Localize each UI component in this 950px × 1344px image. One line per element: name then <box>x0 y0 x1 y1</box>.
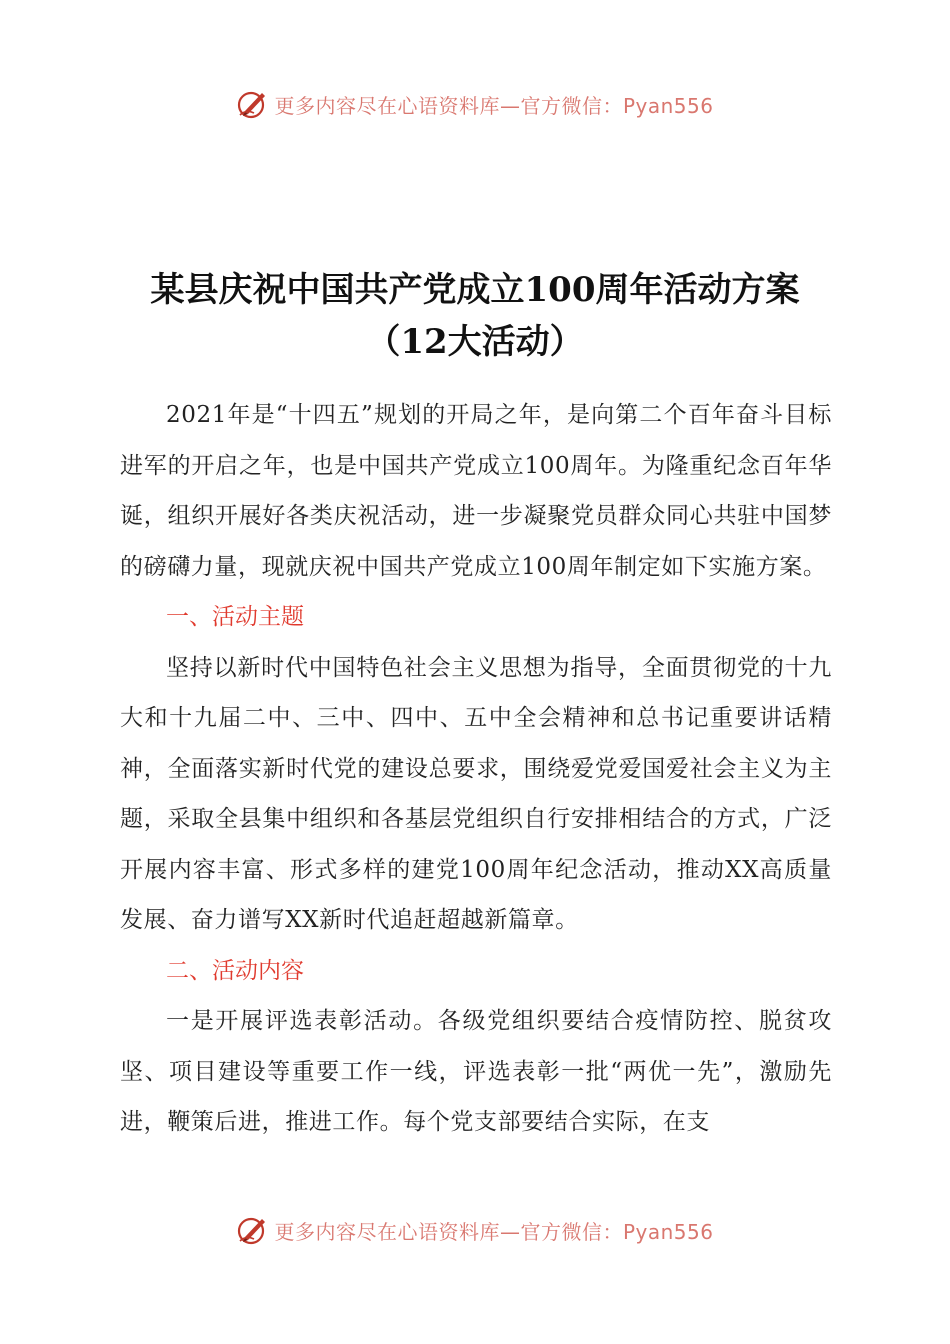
watermark-banner-top <box>0 84 950 124</box>
watermark-text: 更多内容尽在心语资料库—官方微信：Pyan556 <box>274 93 714 118</box>
pen-circle-logo-icon <box>236 1213 270 1247</box>
section-paragraph-content: 一是开展评选表彰活动。各级党组织要结合疫情防控、脱贫攻坚、项目建设等重要工作一线，评选表彰一批“两优一先”，激励先进，鞭策后进，推进工作。每个党支部要结合实际，在支 <box>120 1008 832 1135</box>
section-heading-theme: 一、活动主题 <box>166 604 304 630</box>
document-subtitle: （12大活动） <box>366 322 584 362</box>
section-paragraph-theme: 坚持以新时代中国特色社会主义思想为指导，全面贯彻党的十九大和十九届二中、三中、四中、五中全会精神和总书记重要讲话精神，全面落实新时代党的建设总要求，围绕爱党爱国爱社会主义为主题，采取全县集中组织和各基层党组织自行安排相结合的方式，广泛开展内容丰富、形式多样的建党100周年纪念活动，推动XX高质量发展、奋力谱写XX新时代追赶超越新篇章。 <box>120 654 832 933</box>
document-body <box>120 390 832 1148</box>
section-heading-content: 二、活动内容 <box>166 957 304 984</box>
document-title: 某县庆祝中国共产党成立100周年活动方案 <box>150 270 800 310</box>
intro-paragraph: 2021年是“十四五”规划的开局之年，是向第二个百年奋斗目标进军的开启之年，也是中国共产党成立100周年。为隆重纪念百年华诞，组织开展好各类庆祝活动，进一步凝聚党员群众同心共驻中国梦的磅礴力量，现就庆祝中国共产党成立100周年制定如下实施方案。 <box>120 402 832 580</box>
watermark-banner-bottom <box>0 1210 950 1250</box>
pen-circle-logo-icon <box>236 87 270 121</box>
watermark-text: 更多内容尽在心语资料库—官方微信：Pyan556 <box>274 1219 714 1244</box>
